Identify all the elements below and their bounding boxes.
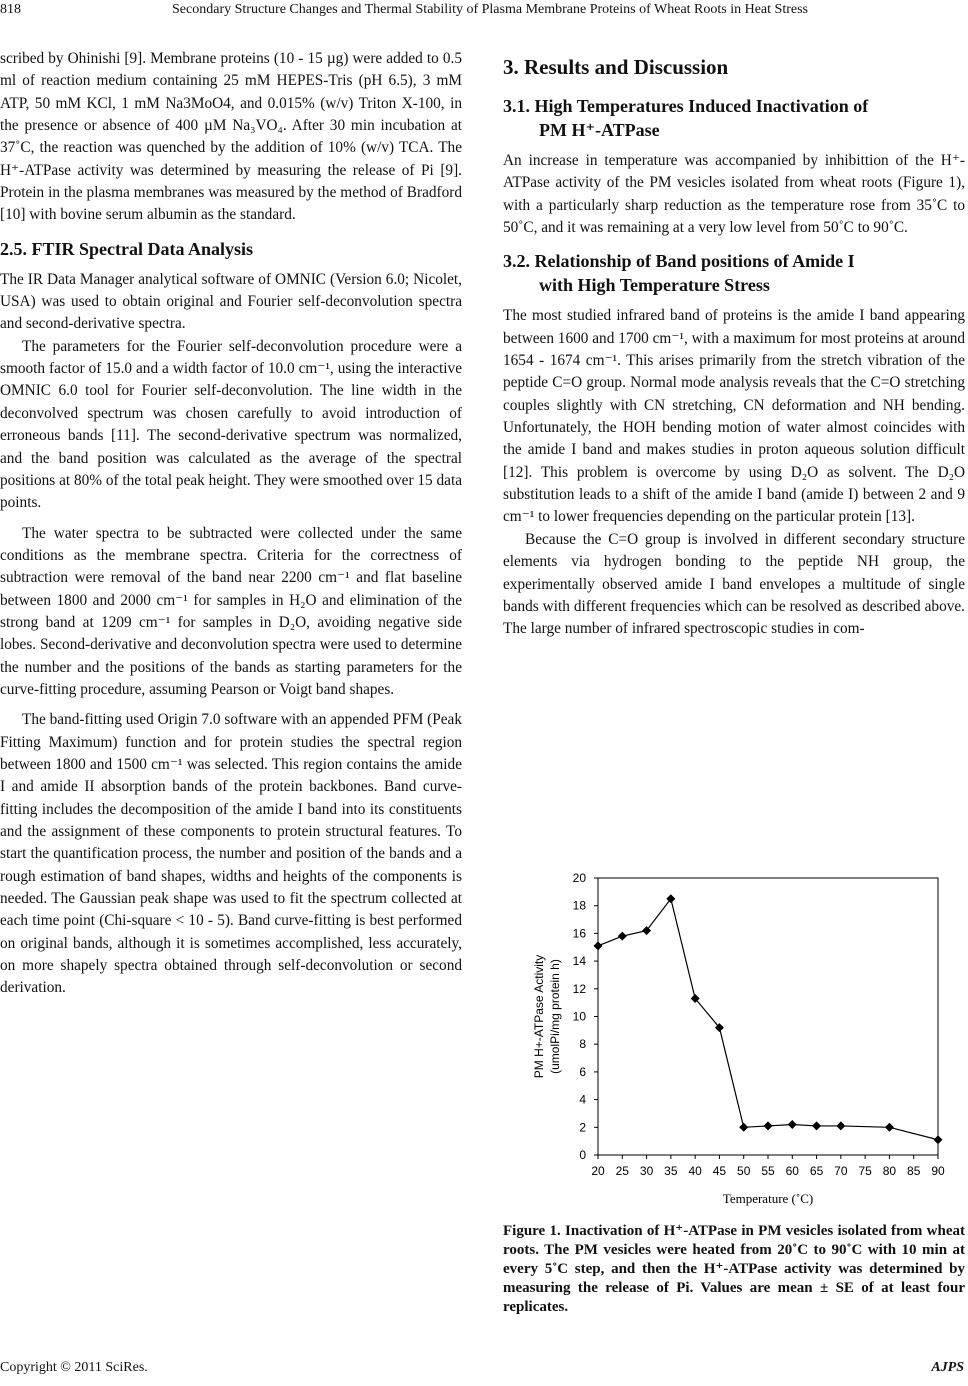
- y-tick-label: 20: [572, 871, 586, 885]
- plot-frame: [598, 878, 938, 1155]
- data-point-marker: [594, 941, 603, 950]
- x-tick-label: 40: [688, 1164, 702, 1178]
- left-column: [0, 48, 462, 1000]
- x-axis-ticks: [591, 1155, 945, 1178]
- figure-caption: Figure 1. Inactivation of H⁺-ATPase in PM vesicles isolated from wheat roots. The PM vesicles were heated from 20˚C to 90˚C with 10 min at every 5˚C step, and then the H⁺-ATPase activity was determined by measuring the release of Pi. Values are mean ± SE of at least four replicates.: [503, 1223, 965, 1315]
- y-tick-label: 16: [572, 926, 586, 941]
- running-title: Secondary Structure Changes and Thermal Stability of Plasma Membrane Proteins of Wheat Roots in Heat Stress: [172, 2, 808, 17]
- subsection-heading: [503, 249, 965, 297]
- heading-line: with High Temperature Stress: [539, 275, 770, 296]
- page-number: 818: [0, 2, 21, 17]
- data-point-marker: [739, 1123, 748, 1132]
- figure-1-chart: [503, 862, 965, 1217]
- x-tick-label: 20: [591, 1164, 605, 1178]
- y-axis-label-units: (umolPi/mg protein h): [548, 959, 562, 1074]
- paragraph: The IR Data Manager analytical software of OMNIC (Version 6.0; Nicolet, USA) was used to obtain original and Fourier self-deconvolution spectra and second-derivative spectra.: [0, 270, 462, 333]
- x-axis-label: Temperature (˚C): [722, 1191, 814, 1206]
- paragraph: The most studied infrared band of proteins is the amide I band appearing between 1600 and 1700 cm⁻¹, with a maximum for most proteins at around 1654 - 1674 cm⁻¹. This arises primarily from the stretch vibration of the peptide C=O group. Normal mode analysis reveals that the C=O stretching couples slightly with CN stretching, CN deformation and NH bending. Unfortunately, the HOH bending motion of water almost coincides with the amide I band and makes studies in proton aqueous solution difficult [12]. This problem is overcome by using D₂O as solvent. The D₂O substitution leads to a shift of the amide I band (amide I) between 2 and 9 cm⁻¹ to lower frequencies depending on the particular protein [13].: [503, 307, 965, 526]
- x-tick-label: 55: [761, 1164, 775, 1178]
- y-tick-label: 2: [579, 1120, 586, 1135]
- x-tick-label: 85: [907, 1164, 921, 1178]
- x-tick-label: 35: [664, 1164, 678, 1178]
- section-heading: 3. Results and Discussion: [503, 55, 729, 79]
- y-tick-label: 12: [572, 981, 586, 996]
- x-tick-label: 25: [615, 1164, 629, 1178]
- data-point-marker: [812, 1121, 821, 1130]
- x-tick-label: 80: [882, 1164, 897, 1178]
- page-header: [0, 0, 968, 26]
- paragraph: scribed by Ohinishi [9]. Membrane proteins (10 - 15 µg) were added to 0.5 ml of reaction medium containing 25 mM HEPES-Tris (pH 6.5), 3 mM ATP, 50 mM KCl, 1 mM Na3MoO4, and 0.015% (w/v) Triton X-100, in the presence or absence of 400 µM Na₃VO₄. After 30 min incubation at 37˚C, the reaction was quenched by the addition of 10% (w/v) TCA. The H⁺-ATPase activity was determined by measuring the release of Pi [9]. Protein in the plasma membranes was measured by the method of Bradford [10] with bovine serum albumin as the standard.: [0, 50, 462, 224]
- data-point-marker: [788, 1120, 797, 1129]
- page-footer: [0, 1360, 968, 1376]
- x-tick-label: 30: [639, 1164, 654, 1178]
- y-axis-ticks: [573, 871, 598, 1162]
- x-tick-label: 65: [809, 1164, 824, 1178]
- y-tick-label: 8: [579, 1037, 586, 1052]
- y-tick-label: 4: [579, 1092, 586, 1107]
- data-point-marker: [764, 1121, 773, 1130]
- paragraph: The parameters for the Fourier self-deconvolution procedure were a smooth factor of 15.0 and a width factor of 10.0 cm⁻¹, using the interactive OMNIC 6.0 tool for Fourier self-deconvolution. The line width in the deconvolved spectrum was chosen carefully to avoid introduction of erroneous bands [11]. The second-derivative spectrum was normalized, and the band position was calculated as the average of the spectral positions at 80% of the total peak height. They were smoothed over 15 data points.: [0, 337, 462, 512]
- data-point-marker: [885, 1123, 894, 1132]
- series-markers: [594, 894, 943, 1144]
- paragraph: The water spectra to be subtracted were collected under the same conditions as the membrane spectra. Criteria for the correctness of subtraction were removal of the band near 2200 cm⁻¹ and flat baseline between 1800 and 2000 cm⁻¹ for samples in H₂O and elimination of the strong band at 1209 cm⁻¹ for samples in D₂O, avoiding negative side lobes. Second-derivative and deconvolution spectra were used to determine the number and the positions of the bands as starting parameters for the curve-fitting procedure, assuming Pearson or Voigt band shapes.: [0, 524, 462, 698]
- journal-name: AJPS: [931, 1360, 964, 1375]
- paragraph: The band-fitting used Origin 7.0 software with an appended PFM (Peak Fitting Maximum) function and for protein studies the spectral region between 1800 and 1500 cm⁻¹ was selected. This region contains the amide I and amide II absorption bands of the protein backbones. Band curve-fitting includes the decomposition of the amide I band into its constituents and the assignment of these components to protein structural features. To start the quantification process, the number and position of the bands and a rough estimation of band shapes, widths and heights of the components is needed. The Gaussian peak shape was used to fit the spectrum collected at each time point (Chi-square < 10 - 5). Band curve-fitting is best performed on original bands, although it is sometimes accomplished, less accurately, on more shapely spectra obtained through self-deconvolution or second derivation.: [0, 711, 462, 997]
- x-tick-label: 60: [785, 1164, 799, 1178]
- y-tick-label: 18: [572, 898, 586, 913]
- section-heading: 2.5. FTIR Spectral Data Analysis: [0, 238, 254, 259]
- x-tick-label: 70: [834, 1164, 848, 1178]
- paragraph: Because the C=O group is involved in different secondary structure elements via hydrogen bonding to the peptide NH group, the experimentally observed amide I band envelopes a multitude of single bands with different frequencies which can be resolved as described above. The large number of infrared spectroscopic studies in com-: [503, 530, 965, 638]
- y-tick-label: 10: [572, 1009, 586, 1024]
- y-tick-label: 0: [579, 1148, 586, 1162]
- line-chart: [503, 862, 965, 1217]
- x-tick-label: 45: [712, 1164, 727, 1178]
- heading-line: 3.2. Relationship of Band positions of Amide I: [503, 251, 855, 272]
- heading-line: PM H⁺-ATPase: [539, 120, 660, 140]
- right-column: [503, 52, 965, 641]
- y-axis-label: PM H+-ATPase Activity: [532, 954, 546, 1079]
- paragraph: An increase in temperature was accompanied by inhibittion of the H⁺-ATPase activity of the PM vesicles isolated from wheat roots (Figure 1), with a particularly sharp reduction as the temperature rose from 35˚C to 50˚C, and it was remaining at a very low level from 50˚C to 90˚C.: [503, 152, 965, 237]
- copyright: Copyright © 2011 SciRes.: [0, 1360, 148, 1375]
- data-point-marker: [618, 932, 627, 941]
- subsection-heading: [503, 94, 965, 142]
- y-tick-label: 6: [579, 1064, 586, 1079]
- data-point-marker: [836, 1121, 845, 1130]
- data-point-marker: [934, 1135, 943, 1144]
- x-tick-label: 75: [858, 1164, 872, 1178]
- series-line: [598, 899, 938, 1140]
- y-tick-label: 14: [572, 954, 586, 969]
- x-tick-label: 90: [931, 1164, 945, 1178]
- heading-line: 3.1. High Temperatures Induced Inactivation of: [503, 96, 869, 116]
- x-tick-label: 50: [737, 1164, 751, 1178]
